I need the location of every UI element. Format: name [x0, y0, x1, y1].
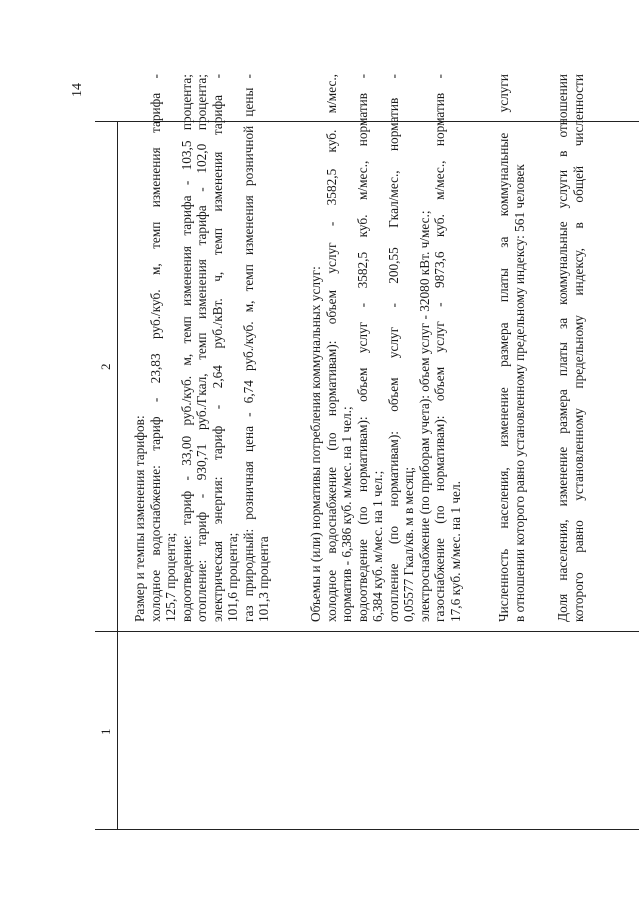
page-number: 14 [70, 83, 85, 97]
text-line: которого равно установленному предельному индексу, в общей численности [570, 74, 586, 622]
text-line: холодное водоснабжение (по нормативам): объем услуг - 3582,5 куб. м/мес., [323, 74, 339, 622]
text-line: Размер и темпы изменения тарифов: [132, 415, 147, 622]
text-line: Объемы и (или) нормативы потребления коммунальных услуг: [308, 266, 323, 622]
column-divider [95, 631, 639, 632]
text-line: 6,384 куб. м/мес. на 1 чел.; [370, 470, 385, 622]
text-line: электрическая энергия: тариф - 2,64 руб./кВт. ч, темп изменения тарифа - [209, 74, 225, 622]
text-line: газ природный: розничная цена - 6,74 руб./куб. м, темп изменения розничной цены - [240, 74, 256, 622]
share-block [555, 74, 586, 622]
population-block [496, 74, 527, 622]
text-line: норматив - 6,386 куб. м/мес. на 1 чел.; [339, 406, 354, 622]
header-bottom-rule [117, 122, 118, 830]
text-line: отопление: тариф - 930,71 руб./Гкал, темп изменения тарифа - 102,0 процента; [194, 74, 209, 622]
text-line: 101,6 процента; [225, 532, 240, 622]
text-line: электроснабжение (по приборам учета): объем услуг - 32080 кВт. ч/мес.; [416, 210, 432, 622]
text-line: Доля населения, изменение размера платы за коммунальные услуги в отношении [555, 74, 570, 622]
text-line: 0,05577 Гкал/кв. м в месяц; [401, 466, 416, 622]
text-line: водоотведение: тариф - 33,00 руб./куб. м, темп изменения тарифа - 103,5 процента; [178, 74, 194, 622]
column-1-header: 1 [98, 728, 113, 735]
text-line: 101,3 процента [256, 536, 271, 622]
tariffs-block [132, 74, 272, 622]
text-line: холодное водоснабжение: тариф - 23,83 руб./куб. м, темп изменения тарифа - [147, 74, 163, 622]
text-line: газоснабжение (по нормативам): объем услуг - 9873,6 куб. м/мес., норматив - [432, 74, 447, 622]
volumes-block [308, 74, 463, 622]
text-line: 125,7 процента; [163, 532, 178, 622]
text-line: водоотведение (по нормативам): объем услуг - 3582,5 куб. м/мес., норматив - [354, 74, 370, 622]
table-left-border [95, 829, 639, 830]
text-line: в отношении которого равно установленному предельному индексу: 561 человек [511, 164, 527, 622]
column-2-header: 2 [98, 363, 113, 370]
text-line: Численность населения, изменение размера платы за коммунальные услуги [496, 74, 511, 622]
text-line: 17,6 куб. м/мес. на 1 чел. [447, 481, 463, 622]
text-line: отопление (по нормативам): объем услуг - 200,55 Гкал/мес., норматив - [385, 74, 401, 622]
